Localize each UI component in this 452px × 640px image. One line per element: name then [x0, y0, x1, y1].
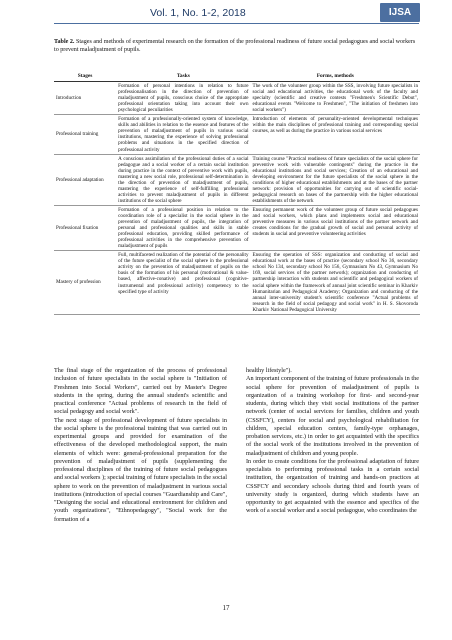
table-row	[54, 205, 420, 250]
stage-cell: Professional adaptation	[54, 154, 116, 205]
body-paragraph: In order to create conditions for the professional adaptation of future specialists to performing professional tasks in a certain social institution, the organization of training and hands-on practices at CSSFCY and secondary schools during third and fourth years of university study is organized, during which students have an opportunity to get acquainted with the essence and specifics of the work of a social worker and a social pedagogue, who coordinates the	[246, 457, 419, 515]
body-paragraph: healthy lifestyle").	[246, 367, 292, 374]
journal-badge: IJSA	[380, 3, 420, 22]
tasks-cell: Formation of personal intentions in relation to future professionalisation in the direction of prevention of maladjustment of pupils, conscious choice of the appropriate professional orientation taking into account their own psychological peculiarities	[118, 83, 249, 114]
body-paragraph: An important component of the training of future professionals in the social sphere for prevention of maladjustment of pupils is organization of a training workshop for first- and second-year students, during which they visit social institutions of the partner network (center of social services for families, children and youth (CSSFCY), centers for social and psychological rehabilitation for children, special education centers, family-type orphanages, probation services, etc.) in order to get acquainted with the specifics of the social work of the institutions involved in the prevention of maladjustment of children and young people.	[246, 375, 419, 457]
header-rule	[54, 23, 419, 24]
forms-cell: Training course "Practical readiness of future specialists of the social sphere for preventive work with vulnerable contingents" during the practice in the educational institutions and social services; Creation of an educational and developing environment for the future specialists of the social sphere in the conditions of higher educational establishments and at the bases of the partner network: provision of opportunities for carrying out of scientific social-pedagogical research on bases of the partnership with the higher educational establishments of the network	[252, 155, 418, 204]
tasks-cell: A conscious assimilation of the professional duties of a social pedagogue and a social worker of a certain social institution during practice in the context of preventive work with pupils, mastering a new social role, professional self-determination in the direction of prevention of maladjustment of pupils, mastering the experience of self-fulfilling professional activities to prevent maladjustment of pupils in different institutions of the social sphere	[118, 155, 249, 204]
journal-volume: Vol. 1, No. 1-2, 2018	[150, 7, 246, 19]
table-row	[54, 251, 420, 314]
stages-table	[54, 73, 420, 315]
forms-cell: Introduction of elements of personality-oriented developmental techniques within the main disciplines of professional training and corresponding special courses, as well as during the practice in various social services	[251, 115, 420, 154]
forms-cell: The work of the volunteer group within the SSS, involving future specialists in social and educational activities, the educational work of the faculty and specialty (scientific and creative contests "Freshmen's Scientific Debut", educational events "Welcome to Freshmen", "The initiation of freshmen into social workers")	[252, 83, 418, 114]
stage-cell: Professional fixation	[54, 205, 116, 250]
tasks-cell: Formation of a professionally-oriented system of knowledge, skills and abilities in relation to the essence and features of the prevention of maladjustment of pupils in various social institutions, mastering the experience of solving professional problems and situations in the specified direction of professional activity	[118, 116, 249, 153]
forms-cell: Ensuring permanent work of the volunteer group of future social pedagogues and social workers, which plans and implements social and educational preventive measures in various social institutions of the partner network and creates conditions for the gradual growth of social and personal activity of students in social and preventive volunteering activities	[251, 205, 420, 250]
forms-cell: Ensuring the operation of SSS: organization and conducting of social and educational work at the bases of practice (secondary school No 36, secondary school No 134, secondary school No 156, Gymnasium No 43, Gymnasium No 169, social services of the partner network); organization and conducting of partnership interaction with students and scientific and pedagogical workers of social sphere within the framework of annual joint scientific seminar in Kharkiv Humanitarian and Pedagogical Academy; Organization and conducting of the annual inter-university student's scientific conference "Actual problems of research in the field of social pedagogy and social work" in H. S. Skovoroda Kharkiv National Pedagogical University	[252, 252, 418, 313]
table-row	[54, 115, 420, 154]
body-column-left	[54, 367, 227, 524]
table-caption-label: Table 2.	[54, 39, 75, 45]
table-row	[54, 82, 420, 115]
stage-cell: Mastery of profession	[54, 251, 116, 314]
body-paragraph: The final stage of the organization of the process of professional inclusion of future specialists in the social sphere is "Initiation of Freshmen into Social Workers", carried out by Master's Degree students in the spring, during the annual student's scientific and practical conference "Actual problems of research in the field of social pedagogy and social work".	[54, 367, 227, 416]
body-column-right	[246, 367, 419, 516]
stage-cell: Introduction	[54, 82, 116, 115]
table-caption	[54, 39, 420, 55]
page-header	[0, 0, 452, 24]
table-row	[54, 154, 420, 205]
body-paragraph: The next stage of professional development of future specialists in the social sphere is the professional training that was carried out in experimental groups and provided for examination of the effectiveness of the developed methodological support, the main elements of which were: general-professional preparation for the prevention of maladjustment of pupils (supplementing the professional disciplines of the training of future social pedagogues and social workers ); special training of future specialists in the social sphere to work on the prevention of maladjustment in various social institutions (introduction of special courses "Guardianship and Care", "Designing the social and educational environment for children and youth organizations", "Ethnopedagogy", "Social work for the formation of a	[54, 416, 227, 523]
page-number: 17	[222, 604, 230, 612]
tasks-cell: Formation of a professional position in relation to the coordination role of a specialist in the social sphere in the prevention of maladjustment of pupils, the integration of personal and professional qualities and skills in stable professional education, providing skilled performance of professional activities in the comprehensive prevention of maladjustment of pupils	[118, 206, 249, 250]
column-header-tasks: Tasks	[116, 73, 250, 82]
table-header-row	[54, 73, 420, 82]
tasks-cell: Full, multifaceted realization of the potential of the personality of the future specialist of the social sphere in the professional activity on the prevention of maladjustment of pupils on the basis of the formation of his personal (motivational & value-based, affective-conative) and professional (cognitive-instrumental and professional activity) competency to the specified type of activity	[116, 251, 250, 314]
stage-cell: Professional training	[54, 115, 116, 154]
column-header-stages: Stages	[54, 73, 116, 82]
table-caption-text: Stages and methods of experimental research on the formation of the professional readiness of future social pedagogues and social workers to prevent maladjustment of pupils.	[54, 39, 416, 53]
column-header-forms: Forms, methods	[251, 73, 420, 82]
